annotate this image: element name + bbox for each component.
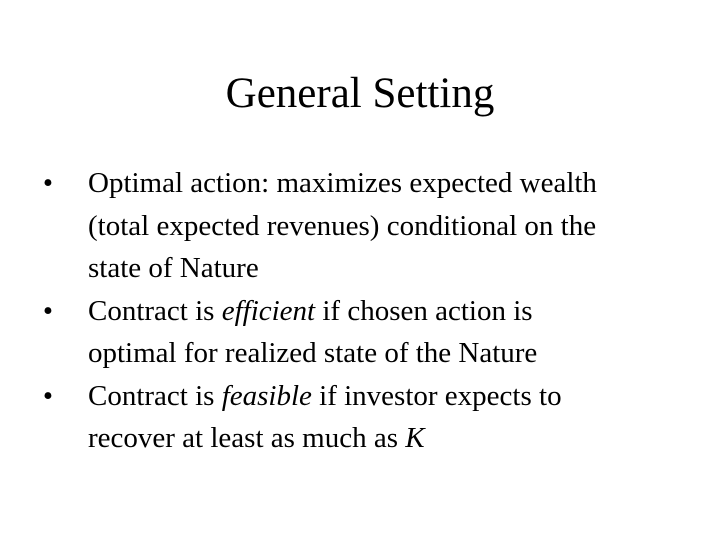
- bullet-line: Optimal action: maximizes expected wealth: [88, 167, 597, 199]
- bullet-list: [38, 162, 678, 460]
- line-text: recover at least as much as: [88, 422, 406, 454]
- bullet-item: [38, 162, 678, 290]
- bullet-dot-icon: •: [42, 379, 54, 412]
- line-text: if investor expects to: [311, 379, 562, 412]
- emphasized-term: efficient: [221, 294, 316, 327]
- bullet-item: [38, 290, 678, 375]
- line-text: Contract is: [88, 379, 222, 412]
- bullet-dot-icon: •: [42, 167, 54, 199]
- bullet-line: [88, 375, 678, 418]
- bullet-line: optimal for realized state of the Nature: [88, 337, 538, 369]
- bullet-line: state of Nature: [88, 252, 259, 284]
- bullet-line: (total expected revenues) conditional on the: [88, 209, 597, 242]
- bullet-item: [38, 375, 678, 460]
- emphasized-term: feasible: [221, 379, 312, 412]
- line-text: if chosen action is: [315, 294, 533, 327]
- bullet-line: [88, 290, 678, 333]
- bullet-dot-icon: •: [42, 294, 54, 327]
- slide-title: General Setting: [225, 70, 495, 117]
- line-text: Contract is: [88, 294, 222, 327]
- emphasized-term: K: [405, 422, 425, 454]
- bullet-line: [88, 417, 678, 460]
